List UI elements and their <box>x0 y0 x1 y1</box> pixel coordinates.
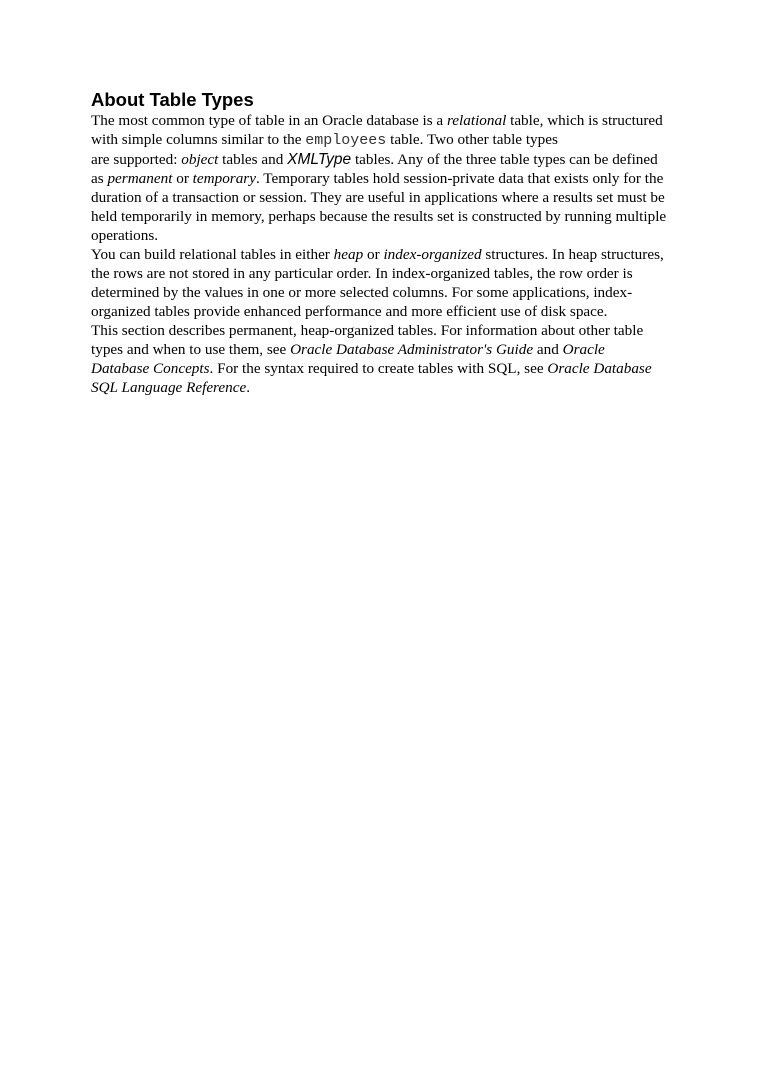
text: This section describes permanent, heap-organized tables. For information about other table types and when to use them, see <box>91 322 644 358</box>
term-heap: heap <box>333 246 364 263</box>
text: . For the syntax required to create tables with SQL, see <box>209 360 548 377</box>
text: and <box>533 341 563 358</box>
code-employees: employees <box>305 132 387 149</box>
term-permanent: permanent <box>107 170 173 187</box>
paragraph-table-types <box>91 111 671 245</box>
text: structures. In heap structures, the rows are not stored in any particular order. In index-organized tables, the row order is determined by the values in one or more selected columns. For some applications, index-organized tables provide enhanced performance and more efficient use of disk space. <box>91 246 664 320</box>
text: . <box>246 379 251 396</box>
term-temporary: temporary <box>192 170 256 187</box>
text: tables. Any of the three table types can be defined as <box>91 151 658 187</box>
text: table, which is structured with simple columns similar to the <box>91 112 663 148</box>
paragraph-references <box>91 321 671 397</box>
section-heading: About Table Types <box>91 89 254 110</box>
term-object: object <box>181 151 219 168</box>
text: The most common type of table in an Oracle database is a <box>91 112 447 129</box>
text: are supported: <box>91 151 182 168</box>
paragraph-heap-index <box>91 245 671 321</box>
reference-admin-guide: Oracle Database Administrator's Guide <box>290 341 534 358</box>
text: or <box>363 246 384 263</box>
text: tables and <box>218 151 288 168</box>
document-page <box>91 88 671 397</box>
text: or <box>172 170 193 187</box>
text: . Temporary tables hold session-private data that exists only for the duration of a transaction or session. They are useful in applications where a results set must be held temporarily in memory, perhaps because the results set is constructed by running multiple operations. <box>91 170 667 244</box>
term-relational: relational <box>446 112 507 129</box>
text: You can build relational tables in either <box>91 246 334 263</box>
reference-concepts-part1: Oracle <box>562 341 605 358</box>
term-index-organized: index-organized <box>383 246 482 263</box>
term-xmltype: XMLType <box>287 151 352 168</box>
text: table. Two other table types <box>386 131 558 148</box>
reference-sql-language: Oracle Database SQL Language Reference <box>91 360 652 396</box>
reference-concepts-part2: Database Concepts <box>91 360 210 377</box>
